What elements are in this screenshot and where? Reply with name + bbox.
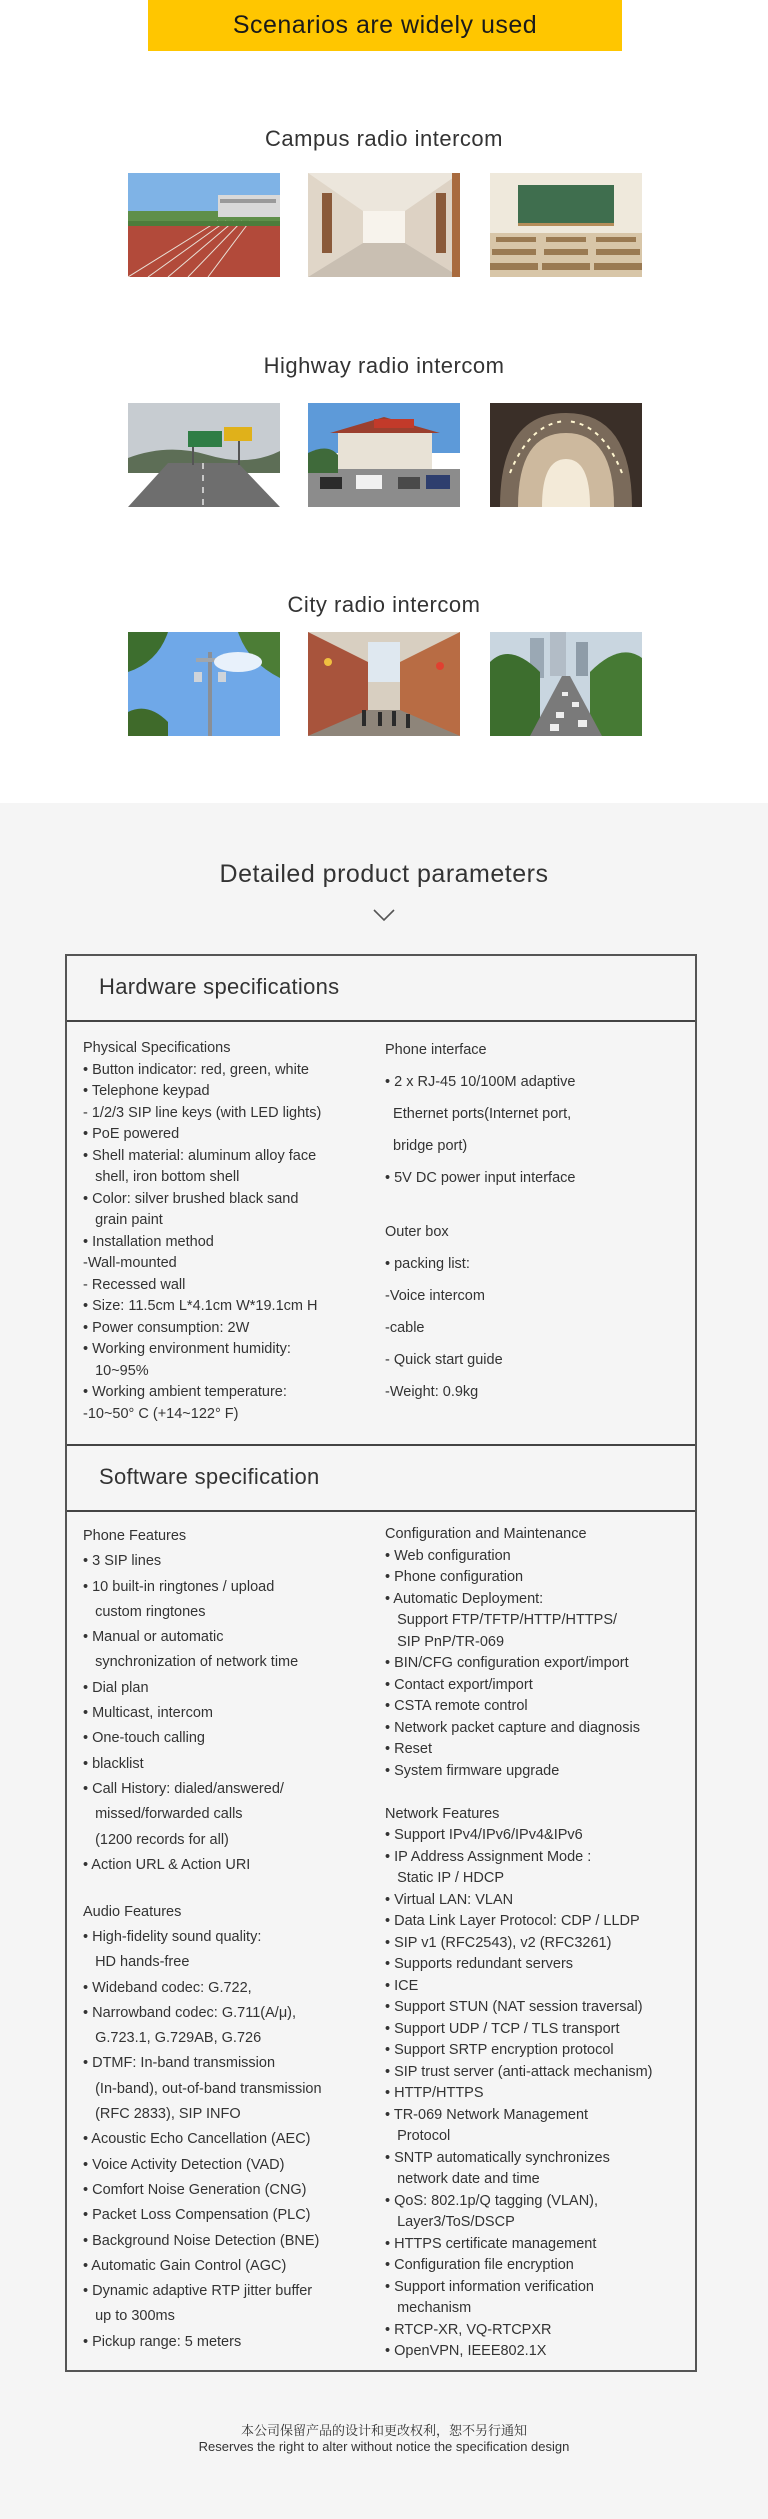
hardware-spec-line: Phone interface (385, 1042, 487, 1058)
tunnel-photo (490, 403, 642, 507)
software-spec-line: Static IP / HDCP (385, 1870, 504, 1886)
pedestrian-street-photo (308, 632, 460, 736)
software-spec-line: Phone Features (83, 1528, 187, 1544)
software-spec-line: • High-fidelity sound quality: (83, 1928, 262, 1945)
hardware-spec-line: - 1/2/3 SIP line keys (with LED lights) (83, 1104, 322, 1121)
software-spec-line: synchronization of network time (83, 1654, 299, 1671)
scenarios-banner (148, 0, 622, 51)
software-spec-line: • Comfort Noise Generation (CNG) (83, 2181, 307, 2198)
highway-sign-photo (128, 403, 280, 507)
software-spec-line: • blacklist (83, 1755, 144, 1772)
software-spec-line: • One-touch calling (83, 1730, 205, 1747)
software-spec-line: • RTCP-XR, VQ-RTCPXR (385, 2321, 552, 2338)
software-spec-line: • Reset (385, 1741, 432, 1757)
spacer (385, 1782, 695, 1804)
hardware-spec-line: • Installation method (83, 1233, 214, 1250)
software-header (67, 1446, 695, 1512)
software-spec-line: • Action URL & Action URI (83, 1856, 251, 1873)
hardware-spec-line: - Recessed wall (83, 1276, 186, 1293)
software-spec-line: (1200 records for all) (83, 1831, 229, 1848)
hardware-title: Hardware specifications (99, 974, 340, 999)
hardware-spec-line: Ethernet ports(Internet port, (385, 1106, 572, 1122)
software-spec-line: network date and time (385, 2171, 540, 2187)
scenario-title-city: City radio intercom (287, 592, 481, 617)
software-spec-line: Audio Features (83, 1903, 182, 1920)
hardware-spec-line: -Voice intercom (385, 1287, 485, 1304)
hardware-spec-line: -10~50° C (+14~122° F) (83, 1405, 239, 1422)
software-spec-line: G.723.1, G.729AB, G.726 (83, 2030, 262, 2047)
hardware-spec-line: -Wall-mounted (83, 1255, 177, 1271)
software-spec-line: • Support information verification (385, 2278, 594, 2295)
software-spec-line: • Support UDP / TCP / TLS transport (385, 2020, 620, 2037)
software-spec-line: Layer3/ToS/DSCP (385, 2214, 515, 2230)
hardware-spec-line: • Size: 11.5cm L*4.1cm W*19.1cm H (83, 1298, 318, 1314)
software-spec-line: • Data Link Layer Protocol: CDP / LLDP (385, 1913, 640, 1929)
hardware-spec-line: • PoE powered (83, 1126, 180, 1142)
software-spec-line: • Voice Activity Detection (VAD) (83, 2156, 285, 2173)
software-spec-line: • BIN/CFG configuration export/import (385, 1655, 629, 1671)
software-spec-line: • System firmware upgrade (385, 1762, 560, 1779)
software-spec-line: • Acoustic Echo Cancellation (AEC) (83, 2131, 311, 2148)
hardware-header (67, 956, 695, 1022)
spec-table (65, 954, 697, 2372)
software-spec-line: • 10 built-in ringtones / upload (83, 1578, 275, 1595)
software-spec-line: • Dynamic adaptive RTP jitter buffer (83, 2283, 313, 2300)
software-right-column (385, 1524, 695, 2363)
hardware-spec-line: -cable (385, 1319, 425, 1336)
software-spec-line: • Configuration file encryption (385, 2257, 574, 2273)
software-spec-line: • OpenVPN, IEEE802.1X (385, 2343, 547, 2359)
software-spec-line: • HTTPS certificate management (385, 2235, 597, 2252)
software-spec-line: • 3 SIP lines (83, 1553, 162, 1570)
software-spec-line: SIP PnP/TR-069 (385, 1633, 505, 1650)
software-spec-line: missed/forwarded calls (83, 1806, 243, 1823)
software-spec-line: • Pickup range: 5 meters (83, 2333, 242, 2350)
software-spec-line: • Automatic Gain Control (AGC) (83, 2257, 287, 2274)
software-spec-line: • DTMF: In-band transmission (83, 2055, 276, 2072)
software-spec-line: • ICE (385, 1977, 419, 1994)
detail-title: Detailed product parameters (219, 860, 549, 888)
software-spec-line: • Network packet capture and diagnosis (385, 1719, 640, 1736)
chevron-down-icon (372, 906, 396, 924)
hardware-spec-line: shell, iron bottom shell (83, 1169, 240, 1185)
software-spec-line: • CSTA remote control (385, 1698, 528, 1714)
spacer (385, 1194, 685, 1216)
hardware-spec-line: • Button indicator: red, green, white (83, 1061, 309, 1078)
hardware-spec-line: • Working ambient temperature: (83, 1384, 287, 1400)
street-lamp-photo (128, 632, 280, 736)
software-spec-line: • Contact export/import (385, 1676, 533, 1693)
software-spec-line: Network Features (385, 1805, 500, 1822)
software-spec-line: • Wideband codec: G.722, (83, 1979, 252, 1996)
software-title: Software specification (99, 1464, 320, 1489)
hardware-right-column (385, 1034, 685, 1408)
software-spec-line: • Automatic Deployment: (385, 1590, 544, 1607)
hardware-spec-line: • 2 x RJ-45 10/100M adaptive (385, 1074, 576, 1090)
hardware-spec-line: • Working environment humidity: (83, 1341, 291, 1357)
software-spec-line: • SIP v1 (RFC2543), v2 (RFC3261) (385, 1934, 612, 1951)
software-spec-line: • Support STUN (NAT session traversal) (385, 1999, 643, 2015)
software-spec-line: Configuration and Maintenance (385, 1526, 587, 1542)
scenario-title-highway: Highway radio intercom (263, 353, 505, 378)
software-spec-line: • TR-069 Network Management (385, 2106, 589, 2123)
software-spec-line: (RFC 2833), SIP INFO (83, 2106, 241, 2123)
running-track-photo (128, 173, 280, 277)
software-spec-line: Protocol (385, 2128, 451, 2144)
footer-notice-cn: 本公司保留产品的设计和更改权利，恕不另行通知 (240, 2423, 527, 2438)
software-spec-line: up to 300ms (83, 2308, 175, 2325)
software-spec-line: • Virtual LAN: VLAN (385, 1891, 514, 1908)
footer-notice-en: Reserves the right to alter without notice the specification design (198, 2439, 570, 2454)
software-spec-line: • SNTP automatically synchronizes (385, 2149, 610, 2166)
software-spec-line: • Packet Loss Compensation (PLC) (83, 2207, 311, 2224)
software-spec-line: • Support SRTP encryption protocol (385, 2042, 614, 2058)
hardware-spec-line: • Power consumption: 2W (83, 1319, 250, 1336)
hardware-left-column (83, 1038, 373, 1425)
hardware-spec-line: Physical Specifications (83, 1040, 231, 1056)
scenario-title-campus: Campus radio intercom (265, 126, 503, 151)
banner-label: Scenarios are widely used (232, 11, 538, 39)
software-spec-line: • Web configuration (385, 1547, 511, 1564)
software-spec-line: (In-band), out-of-band transmission (83, 2080, 322, 2097)
city-avenue-photo (490, 632, 642, 736)
software-spec-line: • Multicast, intercom (83, 1705, 213, 1722)
software-left-column (83, 1524, 383, 2355)
hardware-spec-line: - Quick start guide (385, 1351, 503, 1368)
hardware-spec-line: bridge port) (385, 1138, 468, 1154)
hardware-spec-line: • Telephone keypad (83, 1083, 210, 1099)
software-spec-line: • SIP trust server (anti-attack mechanism) (385, 2063, 653, 2080)
spacer (83, 1878, 383, 1900)
software-spec-line: • IP Address Assignment Mode : (385, 1848, 592, 1865)
classroom-photo (490, 173, 642, 277)
hardware-spec-line: -Weight: 0.9kg (385, 1383, 479, 1400)
software-spec-line: custom ringtones (83, 1603, 206, 1620)
software-spec-line: • Narrowband codec: G.711(A/μ), (83, 2004, 297, 2021)
hardware-spec-line: grain paint (83, 1212, 163, 1228)
hardware-spec-line: • Shell material: aluminum alloy face (83, 1147, 317, 1164)
software-spec-line: HD hands-free (83, 1954, 190, 1971)
software-spec-line: • Support IPv4/IPv6/IPv4&IPv6 (385, 1827, 583, 1843)
school-corridor-photo (308, 173, 460, 277)
software-spec-line: mechanism (385, 2300, 472, 2316)
software-spec-line: • HTTP/HTTPS (385, 2085, 484, 2101)
software-spec-line: • Phone configuration (385, 1569, 524, 1585)
hardware-spec-line: • Color: silver brushed black sand (83, 1190, 299, 1207)
software-spec-line: • Background Noise Detection (BNE) (83, 2232, 320, 2249)
hardware-spec-line: Outer box (385, 1223, 449, 1240)
hardware-spec-line: 10~95% (83, 1362, 149, 1379)
software-spec-line: • QoS: 802.1p/Q tagging (VLAN), (385, 2192, 599, 2209)
hardware-spec-line: • packing list: (385, 1255, 470, 1272)
software-spec-line: • Supports redundant servers (385, 1956, 574, 1972)
software-spec-line: Support FTP/TFTP/HTTP/HTTPS/ (385, 1612, 618, 1628)
hardware-spec-line: • 5V DC power input interface (385, 1170, 576, 1186)
software-spec-line: • Call History: dialed/answered/ (83, 1780, 284, 1797)
software-spec-line: • Dial plan (83, 1679, 149, 1696)
service-area-photo (308, 403, 460, 507)
software-spec-line: • Manual or automatic (83, 1629, 224, 1646)
